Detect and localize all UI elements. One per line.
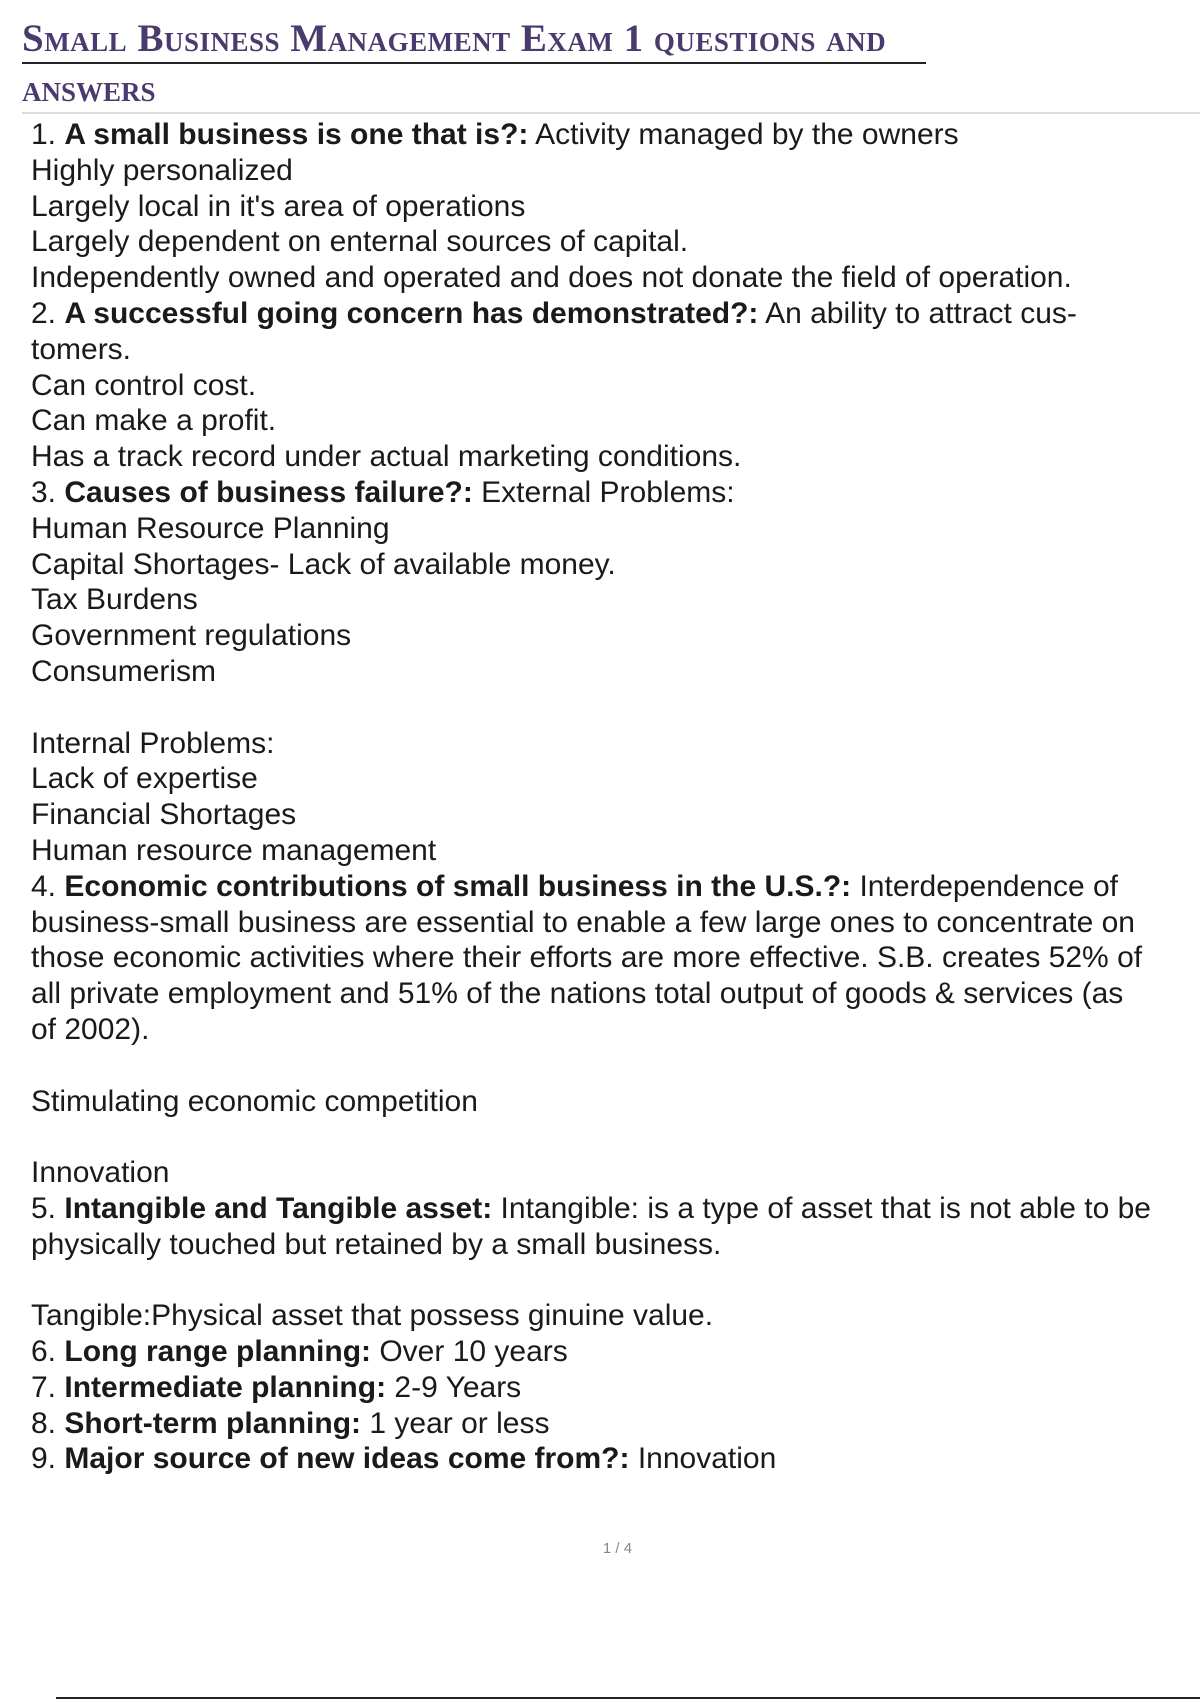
answer-line: Consumerism xyxy=(31,654,217,688)
qa-list xyxy=(31,117,1200,1477)
document-title xyxy=(22,16,1142,112)
answer-line: Stimulating economic competition xyxy=(31,1084,478,1118)
answer-text: An ability to attract cus- xyxy=(758,296,1077,330)
title-line-2: answers xyxy=(22,67,156,110)
answer-line: Human resource management xyxy=(31,833,437,867)
question-text: A small business is one that is?: xyxy=(64,118,529,151)
question-text: A successful going concern has demonstrated?: xyxy=(64,296,759,330)
answer-line: tomers. xyxy=(31,332,132,366)
question-text: Long range planning: xyxy=(64,1335,372,1369)
answer-line: Capital Shortages- Lack of available money. xyxy=(31,547,616,581)
answer-line: Human Resource Planning xyxy=(31,511,390,545)
question-number: 4. xyxy=(31,869,57,903)
question-number: 2. xyxy=(31,296,57,330)
answer-line: Financial Shortages xyxy=(31,798,297,832)
answer-text: Intangible: is a type of asset that is not able to be xyxy=(492,1191,1151,1225)
title-line-1: Small Business Management Exam 1 questions and xyxy=(22,16,926,64)
question-item xyxy=(31,117,1200,153)
answer-line: Lack of expertise xyxy=(31,762,258,796)
question-text: Economic contributions of small business in the U.S.?: xyxy=(64,869,852,903)
answer-text: Activity managed by the owners xyxy=(528,118,959,151)
answer-text: Innovation xyxy=(629,1442,777,1476)
answer-line: physically touched but retained by a small business. xyxy=(31,1227,722,1261)
answer-line: Government regulations xyxy=(31,619,352,653)
question-text: Major source of new ideas come from?: xyxy=(64,1442,630,1476)
answer-line: of 2002). xyxy=(31,1012,150,1046)
blank-line xyxy=(31,690,1200,726)
question-text: Intermediate planning: xyxy=(64,1370,387,1404)
question-text: Intangible and Tangible asset: xyxy=(64,1191,493,1225)
answer-line: Can make a profit. xyxy=(31,404,277,438)
answer-text: Interdependence of xyxy=(851,869,1119,903)
question-number: 6. xyxy=(31,1335,57,1369)
question-item xyxy=(31,1370,1200,1406)
blank-line xyxy=(31,1263,1200,1299)
question-number: 9. xyxy=(31,1442,57,1476)
answer-line: those economic activities where their efforts are more effective. S.B. creates 52% of xyxy=(31,941,1143,975)
question-item xyxy=(31,869,1200,905)
blank-line xyxy=(31,1048,1200,1084)
question-item xyxy=(31,475,1200,511)
blank-line xyxy=(31,1119,1200,1155)
answer-line: Can control cost. xyxy=(31,368,257,402)
answer-line: Largely dependent on enternal sources of capital. xyxy=(31,225,689,259)
answer-text: 1 year or less xyxy=(361,1406,550,1440)
page-number: 1 / 4 xyxy=(602,1540,633,1557)
answer-line: business-small business are essential to enable a few large ones to concentrate on xyxy=(31,905,1135,939)
question-text: Causes of business failure?: xyxy=(64,475,473,509)
answer-text: 2-9 Years xyxy=(386,1370,522,1404)
question-number: 7. xyxy=(31,1370,57,1404)
answer-line: Independently owned and operated and does not donate the field of operation. xyxy=(31,261,1072,295)
answer-line: Tangible:Physical asset that possess ginuine value. xyxy=(31,1299,714,1333)
footer-divider xyxy=(56,1697,1200,1699)
answer-line: Tax Burdens xyxy=(31,583,198,617)
question-item xyxy=(31,1406,1200,1442)
answer-line: Internal Problems: xyxy=(31,726,275,760)
question-number: 5. xyxy=(31,1191,57,1225)
question-number: 3. xyxy=(31,475,57,509)
answer-text: Over 10 years xyxy=(371,1335,568,1369)
answer-line: Innovation xyxy=(31,1156,170,1190)
answer-line: Has a track record under actual marketing conditions. xyxy=(31,440,742,474)
question-item xyxy=(31,1441,1200,1477)
question-item xyxy=(31,1334,1200,1370)
question-item xyxy=(31,1191,1200,1227)
answer-line: all private employment and 51% of the nations total output of goods & services (as xyxy=(31,977,1124,1011)
answer-line: Largely local in it's area of operations xyxy=(31,189,526,223)
answer-line: Highly personalized xyxy=(31,153,293,187)
question-text: Short-term planning: xyxy=(64,1406,362,1440)
question-number: 8. xyxy=(31,1406,57,1440)
answer-text: External Problems: xyxy=(472,475,735,509)
title-divider xyxy=(22,112,1200,114)
question-number: 1. xyxy=(31,118,57,151)
question-item xyxy=(31,296,1200,332)
